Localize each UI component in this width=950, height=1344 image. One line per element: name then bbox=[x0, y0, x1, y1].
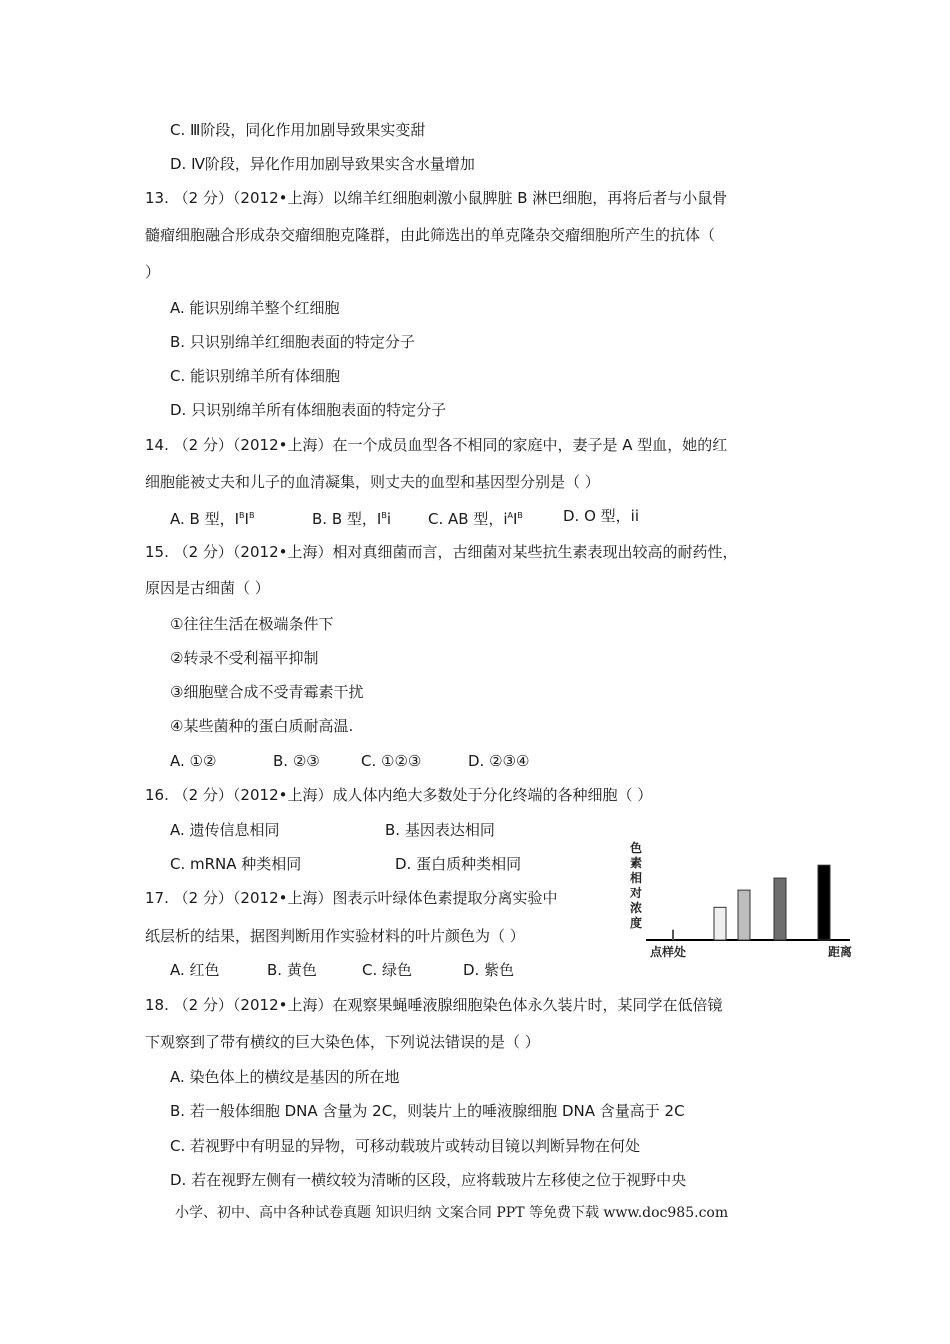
q14-stem-line2: 细胞能被丈夫和儿子的血清凝集，则丈夫的血型和基因型分别是（ ） bbox=[145, 473, 600, 491]
q15-options bbox=[0, 751, 950, 771]
q15-stem-line1: 15. （2 分）（2012•上海）相对真细菌而言，古细菌对某些抗生素表现出较高的耐药性， bbox=[145, 543, 738, 561]
chart-ylabel-char: 色 bbox=[630, 841, 643, 855]
chart-ylabel-char: 素 bbox=[630, 856, 643, 870]
chart-bar-band1 bbox=[714, 907, 726, 940]
q16-option-c: C. mRNA 种类相同 bbox=[170, 855, 302, 873]
q15-option-d: D. ②③④ bbox=[468, 752, 530, 770]
q17-option-c: C. 绿色 bbox=[362, 961, 413, 979]
q14-stem-line1: 14. （2 分）（2012•上海）在一个成员血型各不相同的家庭中，妻子是 A 型血，她的红 bbox=[145, 436, 728, 454]
chart-ylabel bbox=[629, 840, 642, 930]
q14-option-d: D. O 型，ii bbox=[563, 507, 639, 525]
chart-bar-band2 bbox=[738, 890, 750, 940]
q17-option-d: D. 紫色 bbox=[463, 961, 515, 979]
q17-options bbox=[0, 960, 950, 980]
q14-option-a: A. B 型，$I^BI^B$ bbox=[170, 510, 255, 528]
q18-stem-line1: 18. （2 分）（2012•上海）在观察果蝇唾液腺细胞染色体永久装片时，某同学在低倍镜 bbox=[145, 996, 723, 1014]
q15-statement-4: ④某些菌种的蛋白质耐高温. bbox=[170, 717, 354, 735]
q18-stem-line2: 下观察到了带有横纹的巨大染色体，下列说法错误的是（ ） bbox=[145, 1033, 540, 1051]
q15-option-a: A. ①② bbox=[170, 752, 217, 770]
q17-stem-line2: 纸层析的结果，据图判断用作实验材料的叶片颜色为（ ） bbox=[145, 927, 525, 945]
q18-option-d: D. 若在视野左侧有一横纹较为清晰的区段，应将载玻片左移使之位于视野中央 bbox=[170, 1171, 687, 1189]
chart-xlabel-right: 距离 bbox=[828, 945, 853, 959]
q18-option-c: C. 若视野中有明显的异物，可移动载玻片或转动目镜以判断异物在何处 bbox=[170, 1137, 641, 1155]
q14-options bbox=[0, 506, 950, 526]
q13-stem-line2: 髓瘤细胞融合形成杂交瘤细胞克隆群，由此筛选出的单克隆杂交瘤细胞所产生的抗体（ bbox=[145, 226, 716, 244]
q16-stem: 16. （2 分）（2012•上海）成人体内绝大多数处于分化终端的各种细胞（ ） bbox=[145, 786, 653, 804]
chart-ylabel-char: 度 bbox=[630, 916, 643, 930]
chart-bar-origin bbox=[672, 930, 674, 940]
q15-statement-2: ②转录不受利福平抑制 bbox=[170, 649, 319, 667]
q18-option-a: A. 染色体上的横纹是基因的所在地 bbox=[170, 1068, 400, 1086]
q15-option-b: B. ②③ bbox=[273, 752, 320, 770]
q13-option-d: D. 只识别绵羊所有体细胞表面的特定分子 bbox=[170, 401, 447, 419]
q16-option-d: D. 蛋白质种类相同 bbox=[395, 855, 522, 873]
q14-option-c: C. AB 型，$i^AI^B$ bbox=[428, 510, 523, 528]
q15-statement-3: ③细胞壁合成不受青霉素干扰 bbox=[170, 683, 364, 701]
q14-option-b: B. B 型，$I^Bi$ bbox=[312, 510, 391, 528]
q13-stem-line1: 13. （2 分）（2012•上海）以绵羊红细胞刺激小鼠脾脏 B 淋巴细胞，再将后者与小鼠骨 bbox=[145, 189, 728, 207]
q15-stem-line2: 原因是古细菌（ ） bbox=[145, 579, 270, 597]
q17-stem-line1: 17. （2 分）（2012•上海）图表示叶绿体色素提取分离实验中 bbox=[145, 889, 558, 907]
chart-ylabel-char: 浓 bbox=[630, 901, 643, 915]
q17-option-a: A. 红色 bbox=[170, 961, 220, 979]
q13-stem-line3: ） bbox=[145, 263, 161, 281]
q13-option-c: C. 能识别绵羊所有体细胞 bbox=[170, 367, 341, 385]
pigment-chromatography-chart bbox=[628, 838, 862, 962]
q12-option-d: D. Ⅳ阶段，异化作用加剧导致果实含水量增加 bbox=[170, 155, 475, 173]
q13-option-a: A. 能识别绵羊整个红细胞 bbox=[170, 299, 340, 317]
q16-options-row1 bbox=[0, 820, 950, 840]
q15-option-c: C. ①②③ bbox=[361, 752, 422, 770]
chart-xlabel-left: 点样处 bbox=[650, 945, 687, 959]
q16-option-b: B. 基因表达相同 bbox=[385, 821, 495, 839]
q12-option-c: C. Ⅲ阶段，同化作用加剧导致果实变甜 bbox=[170, 121, 426, 139]
chart-bar-band3 bbox=[774, 878, 786, 940]
chart-ylabel-char: 对 bbox=[630, 886, 643, 900]
q17-option-b: B. 黄色 bbox=[267, 961, 317, 979]
q16-option-a: A. 遗传信息相同 bbox=[170, 821, 280, 839]
q18-option-b: B. 若一般体细胞 DNA 含量为 2C，则装片上的唾液腺细胞 DNA 含量高于 2C bbox=[170, 1102, 685, 1120]
page-footer: 小学、初中、高中各种试卷真题 知识归纳 文案合同 PPT 等免费下载 www.doc985.com bbox=[175, 1205, 729, 1221]
q13-option-b: B. 只识别绵羊红细胞表面的特定分子 bbox=[170, 333, 415, 351]
q15-statement-1: ①往往生活在极端条件下 bbox=[170, 615, 334, 633]
chart-bar-band4 bbox=[818, 865, 830, 940]
chart-ylabel-char: 相 bbox=[630, 871, 643, 885]
